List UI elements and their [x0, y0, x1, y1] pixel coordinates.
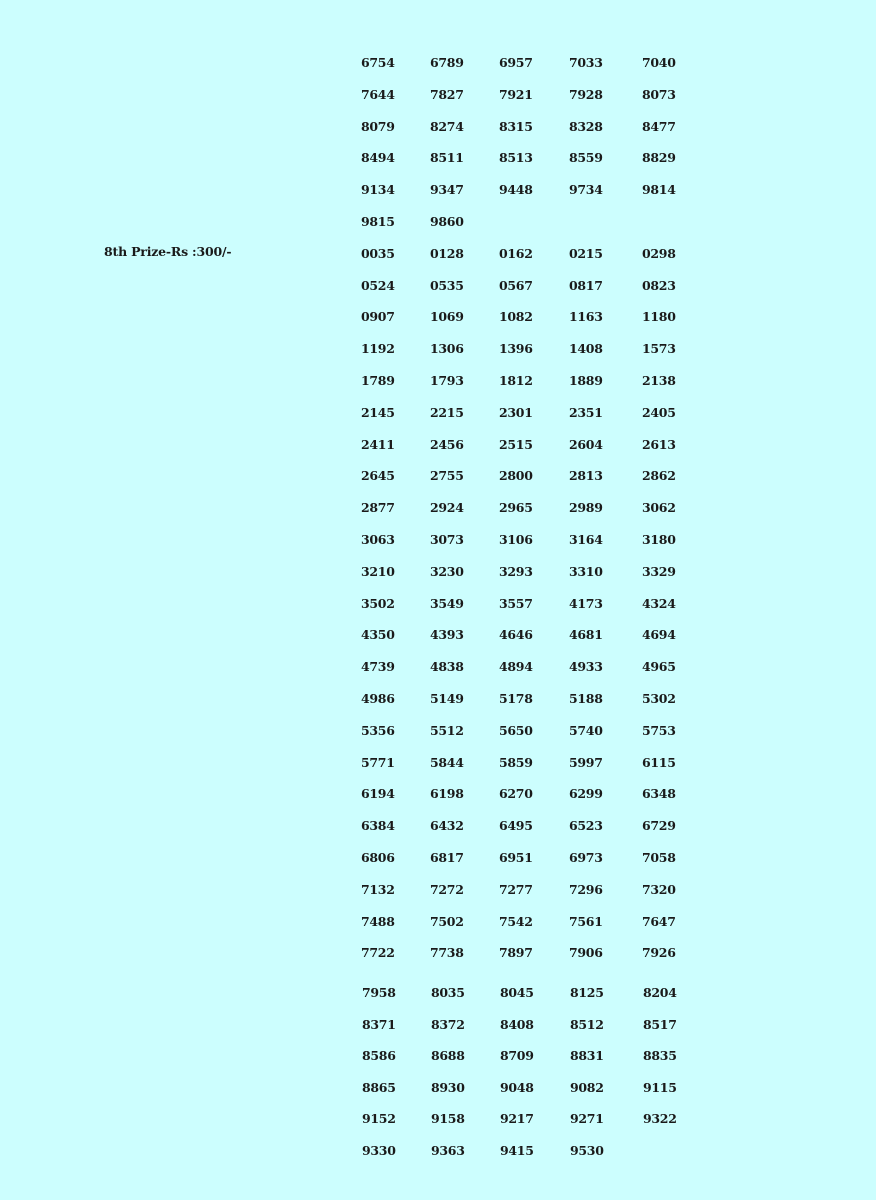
winning-number: 8831: [570, 1048, 604, 1064]
winning-number: 6973: [569, 850, 603, 865]
winning-number: 1408: [569, 341, 603, 357]
winning-number: 3230: [430, 563, 464, 579]
winning-number: 5771: [361, 754, 395, 770]
winning-number: 8494: [361, 150, 395, 166]
winning-number: 2411: [361, 436, 395, 452]
winning-number: 0524: [361, 277, 395, 293]
winning-number: 7542: [499, 913, 533, 929]
winning-number: 6194: [361, 786, 395, 802]
winning-number: 7058: [642, 850, 676, 865]
winning-number: 6806: [361, 850, 395, 865]
winning-number: 1793: [430, 373, 464, 388]
winning-number: 4838: [430, 659, 464, 675]
winning-number: 3063: [361, 532, 395, 547]
winning-number: 3180: [642, 532, 676, 547]
winning-number: 0035: [361, 245, 395, 261]
winning-number: 8511: [430, 150, 464, 166]
winning-number: 7488: [361, 913, 395, 929]
winning-number: 9115: [643, 1079, 677, 1095]
winning-number: 4324: [642, 595, 676, 611]
winning-number: 9814: [642, 182, 676, 198]
winning-number: 1889: [569, 373, 603, 388]
winning-number: 7272: [430, 881, 464, 897]
winning-number: 9330: [362, 1143, 396, 1158]
winning-number: 8408: [500, 1016, 534, 1032]
winning-number: 9415: [500, 1143, 534, 1158]
winning-number: 2215: [430, 404, 464, 420]
winning-number: 6817: [430, 850, 464, 865]
winning-number: 6348: [642, 786, 676, 802]
winning-number: 1789: [361, 373, 395, 388]
winning-number: 8079: [361, 118, 395, 134]
winning-number: 8204: [643, 985, 677, 1000]
winning-number: 2301: [499, 404, 533, 420]
prize-label-8th: 8th Prize-Rs :300/-: [104, 244, 232, 259]
winning-number: 3502: [361, 595, 395, 611]
winning-number: 1396: [499, 341, 533, 357]
winning-number: 0823: [642, 277, 676, 293]
winning-number: 1812: [499, 373, 533, 388]
winning-number: 9860: [430, 214, 464, 229]
winning-number: 9152: [362, 1111, 396, 1127]
winning-number: 8586: [362, 1048, 396, 1064]
winning-number: 8477: [642, 118, 676, 134]
winning-number: 5844: [430, 754, 464, 770]
winning-number: 5302: [642, 691, 676, 706]
winning-number: 9530: [570, 1143, 604, 1158]
winning-number: 6957: [499, 55, 533, 70]
winning-number: 8035: [431, 985, 465, 1000]
winning-number: 0567: [499, 277, 533, 293]
winning-number: 7040: [642, 55, 676, 70]
winning-number: 2924: [430, 500, 464, 516]
winning-number: 9347: [430, 182, 464, 198]
winning-number: 5753: [642, 722, 676, 738]
winning-number: 6115: [642, 754, 676, 770]
winning-number: 0298: [642, 245, 676, 261]
winning-number: 5997: [569, 754, 603, 770]
winning-number: 2755: [430, 468, 464, 484]
winning-number: 1192: [361, 341, 395, 357]
winning-number: 8829: [642, 150, 676, 166]
winning-number: 2405: [642, 404, 676, 420]
winning-number: 1082: [499, 309, 533, 325]
winning-number: 5188: [569, 691, 603, 706]
winning-number: 2813: [569, 468, 603, 484]
winning-number: 1180: [642, 309, 676, 325]
winning-number: 5740: [569, 722, 603, 738]
winning-number: 9158: [431, 1111, 465, 1127]
winning-number: 2604: [569, 436, 603, 452]
winning-number: 8865: [362, 1079, 396, 1095]
winning-number: 7647: [642, 913, 676, 929]
winning-number: 3106: [499, 532, 533, 547]
winning-number: 5650: [499, 722, 533, 738]
winning-number: 4986: [361, 691, 395, 706]
winning-number: 8372: [431, 1016, 465, 1032]
winning-number: 5149: [430, 691, 464, 706]
winning-number: 2989: [569, 500, 603, 516]
winning-number: 7722: [361, 945, 395, 961]
winning-number: 8125: [570, 985, 604, 1000]
winning-number: 6495: [499, 818, 533, 834]
winning-number: 8709: [500, 1048, 534, 1064]
winning-number: 5512: [430, 722, 464, 738]
winning-number: 3210: [361, 563, 395, 579]
winning-number: 9363: [431, 1143, 465, 1158]
winning-number: 6754: [361, 55, 395, 70]
winning-number: 9734: [569, 182, 603, 198]
winning-number: 8315: [499, 118, 533, 134]
winning-number: 2800: [499, 468, 533, 484]
winning-number: 7921: [499, 86, 533, 102]
winning-number: 6729: [642, 818, 676, 834]
winning-number: 4646: [499, 627, 533, 643]
winning-number: 5859: [499, 754, 533, 770]
winning-number: 6789: [430, 55, 464, 70]
winning-number: 7928: [569, 86, 603, 102]
winning-number: 4894: [499, 659, 533, 675]
winning-number: 7644: [361, 86, 395, 102]
winning-number: 2351: [569, 404, 603, 420]
winning-number: 9271: [570, 1111, 604, 1127]
winning-number: 3073: [430, 532, 464, 547]
winning-number: 2965: [499, 500, 533, 516]
winning-number: 9322: [643, 1111, 677, 1127]
winning-number: 8835: [643, 1048, 677, 1064]
winning-number: 2877: [361, 500, 395, 516]
winning-number: 4393: [430, 627, 464, 643]
winning-number: 7033: [569, 55, 603, 70]
winning-number: 9134: [361, 182, 395, 198]
winning-number: 1573: [642, 341, 676, 357]
winning-number: 0128: [430, 245, 464, 261]
winning-number: 8517: [643, 1016, 677, 1032]
winning-number: 7296: [569, 881, 603, 897]
winning-number: 1163: [569, 309, 603, 325]
winning-number: 4681: [569, 627, 603, 643]
winning-number: 5178: [499, 691, 533, 706]
winning-number: 4965: [642, 659, 676, 675]
winning-number: 3329: [642, 563, 676, 579]
winning-number: 8688: [431, 1048, 465, 1064]
winning-number: 4694: [642, 627, 676, 643]
winning-number: 0817: [569, 277, 603, 293]
winning-number: 3310: [569, 563, 603, 579]
winning-number: 9048: [500, 1079, 534, 1095]
winning-number: 6523: [569, 818, 603, 834]
winning-number: 9082: [570, 1079, 604, 1095]
winning-number: 2456: [430, 436, 464, 452]
winning-number: 2515: [499, 436, 533, 452]
winning-number: 3164: [569, 532, 603, 547]
winning-number: 8930: [431, 1079, 465, 1095]
winning-number: 9217: [500, 1111, 534, 1127]
winning-number: 3557: [499, 595, 533, 611]
winning-number: 7926: [642, 945, 676, 961]
winning-number: 0535: [430, 277, 464, 293]
winning-number: 8371: [362, 1016, 396, 1032]
winning-number: 4350: [361, 627, 395, 643]
winning-number: 7897: [499, 945, 533, 961]
winning-number: 8513: [499, 150, 533, 166]
winning-number: 7738: [430, 945, 464, 961]
winning-number: 7827: [430, 86, 464, 102]
winning-number: 0907: [361, 309, 395, 325]
winning-number: 8073: [642, 86, 676, 102]
winning-number: 9448: [499, 182, 533, 198]
winning-number: 5356: [361, 722, 395, 738]
winning-number: 7561: [569, 913, 603, 929]
winning-number: 8512: [570, 1016, 604, 1032]
winning-number: 7132: [361, 881, 395, 897]
winning-number: 4739: [361, 659, 395, 675]
winning-number: 4933: [569, 659, 603, 675]
winning-number: 3549: [430, 595, 464, 611]
winning-number: 8045: [500, 985, 534, 1000]
winning-number: 2613: [642, 436, 676, 452]
winning-number: 8559: [569, 150, 603, 166]
winning-number: 2145: [361, 404, 395, 420]
winning-number: 7277: [499, 881, 533, 897]
winning-number: 3293: [499, 563, 533, 579]
winning-number: 2645: [361, 468, 395, 484]
winning-number: 9815: [361, 214, 395, 229]
winning-number: 7906: [569, 945, 603, 961]
winning-number: 7502: [430, 913, 464, 929]
winning-number: 2138: [642, 373, 676, 388]
winning-number: 6198: [430, 786, 464, 802]
winning-number: 1069: [430, 309, 464, 325]
winning-number: 0162: [499, 245, 533, 261]
winning-number: 6299: [569, 786, 603, 802]
winning-number: 3062: [642, 500, 676, 516]
winning-number: 7320: [642, 881, 676, 897]
winning-number: 6951: [499, 850, 533, 865]
winning-number: 0215: [569, 245, 603, 261]
winning-number: 4173: [569, 595, 603, 611]
winning-number: 6384: [361, 818, 395, 834]
winning-number: 1306: [430, 341, 464, 357]
winning-number: 8274: [430, 118, 464, 134]
winning-number: 7958: [362, 985, 396, 1000]
winning-number: 8328: [569, 118, 603, 134]
winning-number: 2862: [642, 468, 676, 484]
winning-number: 6270: [499, 786, 533, 802]
winning-number: 6432: [430, 818, 464, 834]
